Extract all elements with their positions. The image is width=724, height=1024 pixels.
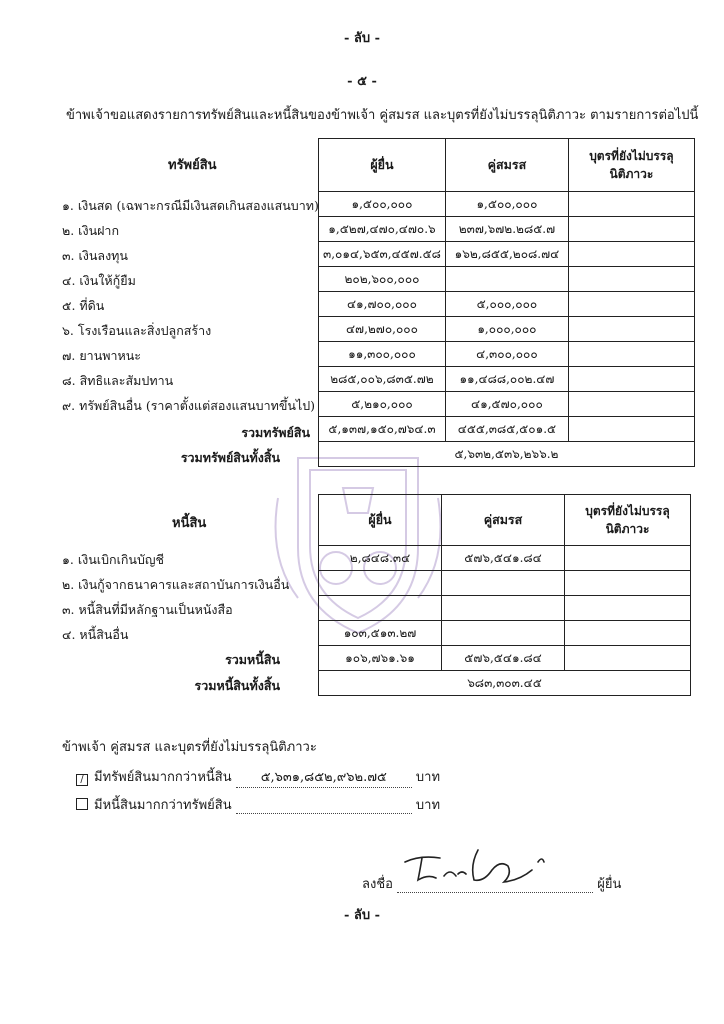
assets-col-spouse: คู่สมรส	[445, 139, 568, 192]
assets-cell-child	[568, 317, 694, 342]
assets-cell-child	[568, 367, 694, 392]
liabilities-sum-filer: ๑๐๖,๗๖๑.๖๑	[319, 646, 442, 671]
liabilities-row	[319, 546, 691, 571]
intro-text: ข้าพเจ้าขอแสดงรายการทรัพย์สินและหนี้สินของข้าพเจ้า คู่สมรส และบุตรที่ยังไม่บรรลุนิติภาวะ ตามรายการต่อไปนี้	[66, 108, 699, 123]
assets-cell-child	[568, 392, 694, 417]
liabilities-sum-label: รวมหนี้สิน	[225, 652, 280, 667]
assets-cell-filer: ๒๘๕,๐๐๖,๘๓๕.๗๒	[319, 367, 446, 392]
assets-row-label: ๔. เงินให้กู้ยืม	[62, 273, 136, 288]
assets-row-label: ๘. สิทธิและสัมปทาน	[62, 373, 174, 388]
liabilities-cell-filer	[319, 596, 442, 621]
page-number: - ๕ -	[347, 74, 377, 89]
assets-cell-spouse	[445, 267, 568, 292]
assets-cell-filer: ๑,๕๒๗,๔๗๐,๔๗๐.๖	[319, 217, 446, 242]
liabilities-cell-child	[565, 596, 691, 621]
assets-col-filer: ผู้ยื่น	[319, 139, 446, 192]
classification-bottom: - ลับ -	[343, 908, 381, 923]
assets-row-label: ๓. เงินลงทุน	[62, 248, 128, 263]
assets-col-child: บุตรที่ยังไม่บรรลุนิติภาวะ	[568, 139, 694, 192]
assets-cell-child	[568, 267, 694, 292]
assets-row-label: ๙. ทรัพย์สินอื่น (ราคาตั้งแต่สองแสนบาทขึ้นไป)	[62, 398, 316, 413]
option2-unit: บาท	[415, 798, 441, 813]
assets-row	[319, 317, 695, 342]
assets-sum-spouse: ๔๕๕,๓๘๕,๕๐๑.๕	[445, 417, 568, 442]
option-assets-exceed	[76, 766, 440, 788]
option2-value	[236, 798, 412, 814]
liabilities-sum-child	[565, 646, 691, 671]
liabilities-cell-spouse	[442, 571, 565, 596]
liabilities-row	[319, 621, 691, 646]
liabilities-sum-spouse: ๕๗๖,๕๔๑.๘๔	[442, 646, 565, 671]
assets-total-label: รวมทรัพย์สินทั้งสิ้น	[180, 450, 280, 465]
assets-row	[319, 342, 695, 367]
assets-table	[318, 138, 695, 467]
liabilities-table	[318, 494, 691, 696]
assets-sum-child	[568, 417, 694, 442]
assets-cell-filer: ๔๗,๒๗๐,๐๐๐	[319, 317, 446, 342]
assets-row	[319, 242, 695, 267]
assets-row	[319, 267, 695, 292]
assets-total-value: ๕,๖๓๒,๕๓๖,๒๖๖.๒	[319, 442, 695, 467]
option1-value: ๕,๖๓๑,๘๕๒,๙๖๒.๗๕	[236, 766, 412, 788]
sign-prefix: ลงชื่อ	[362, 877, 393, 892]
signature-scribble	[400, 840, 560, 890]
assets-sum-label: รวมทรัพย์สิน	[241, 425, 310, 440]
assets-cell-child	[568, 292, 694, 317]
liabilities-row-label: ๔. หนี้สินอื่น	[62, 627, 129, 642]
assets-cell-spouse: ๑๑,๔๘๘,๐๐๒.๔๗	[445, 367, 568, 392]
assets-cell-child	[568, 342, 694, 367]
option1-unit: บาท	[415, 770, 441, 785]
assets-cell-child	[568, 242, 694, 267]
liabilities-row-label: ๓. หนี้สินที่มีหลักฐานเป็นหนังสือ	[62, 602, 233, 617]
assets-cell-spouse: ๕,๐๐๐,๐๐๐	[445, 292, 568, 317]
assets-cell-child	[568, 192, 694, 217]
assets-row-label: ๖. โรงเรือนและสิ่งปลูกสร้าง	[62, 323, 212, 338]
liabilities-col-filer: ผู้ยื่น	[319, 495, 442, 546]
liabilities-cell-spouse	[442, 621, 565, 646]
liabilities-cell-child	[565, 571, 691, 596]
liabilities-cell-child	[565, 546, 691, 571]
assets-row-label: ๑. เงินสด (เฉพาะกรณีมีเงินสดเกินสองแสนบาท)	[62, 198, 319, 213]
assets-row-label: ๒. เงินฝาก	[62, 223, 120, 238]
option2-label: มีหนี้สินมากกว่าทรัพย์สิน	[94, 798, 232, 813]
liabilities-row	[319, 571, 691, 596]
assets-cell-filer: ๑,๕๐๐,๐๐๐	[319, 192, 446, 217]
assets-cell-filer: ๓,๐๑๔,๖๕๓,๔๕๗.๕๘	[319, 242, 446, 267]
liabilities-header-label: หนี้สิน	[172, 516, 207, 531]
liabilities-cell-child	[565, 621, 691, 646]
assets-cell-spouse: ๔๑,๕๗๐,๐๐๐	[445, 392, 568, 417]
liabilities-cell-filer: ๒,๘๔๘.๓๔	[319, 546, 442, 571]
option2-checkbox[interactable]	[76, 798, 88, 810]
assets-row	[319, 292, 695, 317]
declaration-lead: ข้าพเจ้า คู่สมรส และบุตรที่ยังไม่บรรลุนิติภาวะ	[62, 740, 317, 755]
option1-label: มีทรัพย์สินมากกว่าหนี้สิน	[94, 770, 232, 785]
assets-row	[319, 192, 695, 217]
assets-row	[319, 367, 695, 392]
assets-cell-spouse: ๑๖๒,๘๕๕,๒๐๘.๗๔	[445, 242, 568, 267]
liabilities-row-label: ๒. เงินกู้จากธนาคารและสถาบันการเงินอื่น	[62, 577, 290, 592]
liabilities-cell-spouse	[442, 596, 565, 621]
liabilities-total-value: ๖๘๓,๓๐๓.๔๕	[319, 671, 691, 696]
assets-row-label: ๕. ที่ดิน	[62, 298, 105, 313]
assets-cell-filer: ๒๐๒,๖๐๐,๐๐๐	[319, 267, 446, 292]
classification-top: - ลับ -	[343, 31, 381, 46]
liabilities-cell-filer	[319, 571, 442, 596]
assets-cell-filer: ๑๑,๓๐๐,๐๐๐	[319, 342, 446, 367]
liabilities-cell-spouse: ๕๗๖,๕๔๑.๘๔	[442, 546, 565, 571]
assets-cell-spouse: ๔,๓๐๐,๐๐๐	[445, 342, 568, 367]
liabilities-row	[319, 596, 691, 621]
assets-row	[319, 217, 695, 242]
assets-cell-filer: ๕,๒๑๐,๐๐๐	[319, 392, 446, 417]
liabilities-col-child: บุตรที่ยังไม่บรรลุนิติภาวะ	[565, 495, 691, 546]
option1-checkbox[interactable]: /	[76, 774, 88, 786]
assets-cell-spouse: ๒๓๗,๖๗๒.๒๘๕.๗	[445, 217, 568, 242]
liabilities-cell-filer: ๑๐๓,๕๑๓.๒๗	[319, 621, 442, 646]
assets-cell-filer: ๔๑,๗๐๐,๐๐๐	[319, 292, 446, 317]
assets-row-label: ๗. ยานพาหนะ	[62, 348, 141, 363]
sign-suffix: ผู้ยื่น	[597, 877, 622, 892]
assets-cell-spouse: ๑,๐๐๐,๐๐๐	[445, 317, 568, 342]
assets-header-label: ทรัพย์สิน	[168, 158, 217, 173]
assets-cell-spouse: ๑,๕๐๐,๐๐๐	[445, 192, 568, 217]
liabilities-col-spouse: คู่สมรส	[442, 495, 565, 546]
assets-cell-child	[568, 217, 694, 242]
assets-row	[319, 392, 695, 417]
assets-sum-filer: ๕,๑๓๗,๑๕๐,๗๖๔.๓	[319, 417, 446, 442]
liabilities-row-label: ๑. เงินเบิกเกินบัญชี	[62, 552, 165, 567]
option-liabilities-exceed	[76, 794, 440, 815]
liabilities-total-label: รวมหนี้สินทั้งสิ้น	[194, 678, 280, 693]
